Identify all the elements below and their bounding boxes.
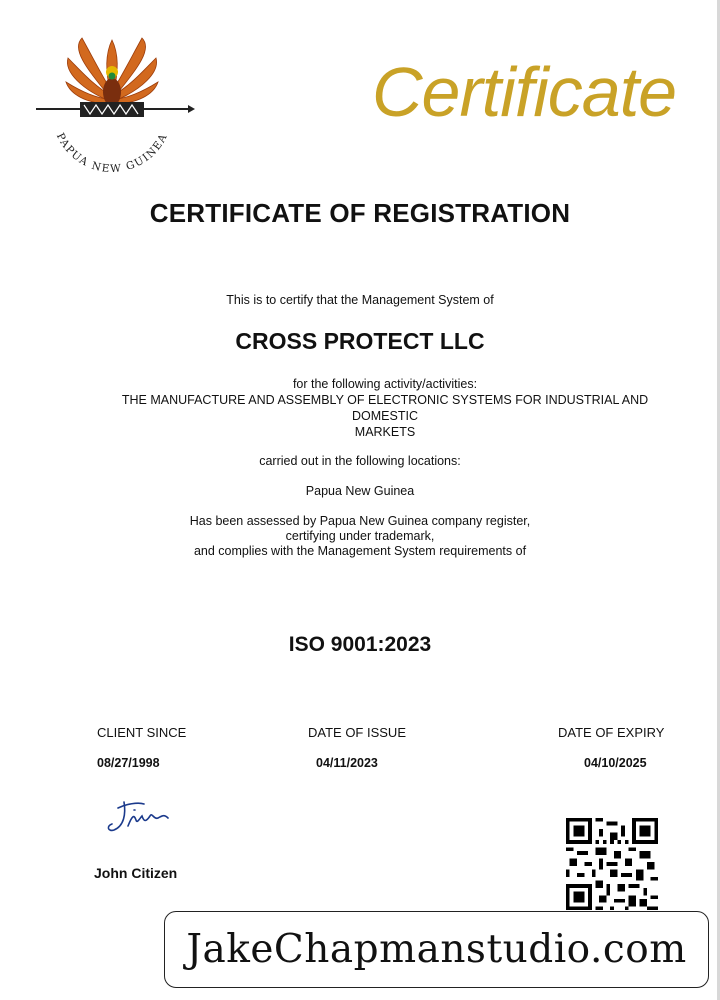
qr-code-icon[interactable] xyxy=(566,818,658,910)
watermark-banner: JakeChapmanstudio.com xyxy=(164,911,709,988)
standard-name: ISO 9001:2023 xyxy=(288,633,432,656)
client-since-label: CLIENT SINCE xyxy=(97,725,187,740)
activity-line-1: THE MANUFACTURE AND ASSEMBLY OF ELECTRONIC SYSTEMS FOR INDUSTRIAL AND xyxy=(121,393,649,407)
assessment-line-2: certifying under trademark, xyxy=(285,529,435,543)
client-since-value: 08/27/1998 xyxy=(97,756,160,770)
intro-text: This is to certify that the Management System of xyxy=(226,293,494,307)
locations-lead: carried out in the following locations: xyxy=(259,454,461,468)
date-of-expiry-value: 04/10/2025 xyxy=(584,756,647,770)
signer-name: John Citizen xyxy=(94,865,178,881)
activity-block xyxy=(90,376,680,440)
signature-image xyxy=(104,796,174,838)
location-value: Papua New Guinea xyxy=(305,484,415,498)
emblem-caption: PAPUA NEW GUINEA xyxy=(53,131,171,172)
assessment-line-1: Has been assessed by Papua New Guinea company register, xyxy=(189,514,531,528)
activity-line-2: DOMESTIC xyxy=(352,409,418,423)
assessment-line-3: and complies with the Management System requirements of xyxy=(193,544,527,558)
activity-lead: for the following activity/activities: xyxy=(292,377,478,391)
png-emblem-icon xyxy=(30,32,195,172)
date-of-issue-label: DATE OF ISSUE xyxy=(308,725,406,740)
company-name: CROSS PROTECT LLC xyxy=(235,328,485,354)
activity-line-3: MARKETS xyxy=(354,425,416,439)
page-title: CERTIFICATE OF REGISTRATION xyxy=(149,198,571,228)
date-of-issue-value: 04/11/2023 xyxy=(316,756,378,770)
svg-text:PAPUA NEW GUINEA xyxy=(54,131,170,172)
date-of-expiry-label: DATE OF EXPIRY xyxy=(558,725,665,740)
certificate-script-title: Certificate xyxy=(372,53,677,131)
